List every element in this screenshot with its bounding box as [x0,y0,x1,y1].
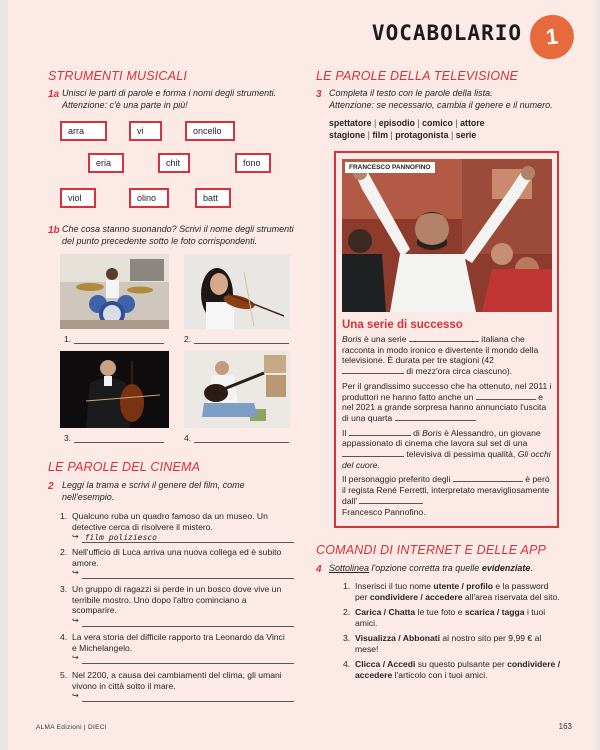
fill-blank[interactable] [453,474,523,482]
syllable-box[interactable]: olino [129,188,169,208]
fill-blank[interactable] [359,496,423,504]
plot-item: 3. Un gruppo di ragazzi si perde in un bosco dove vive un terribile mostro. Uno dopo l'altro cominciano a scomparire. ↪ [60,584,300,630]
command-item: 4. Clicca / Accedi su questo pulsante per condividere / accedere l'articolo con i tuoi amici. [343,659,561,680]
option-choice[interactable]: condividere / accedere [355,659,561,680]
photo-violinist [184,254,290,329]
workbook-page [8,0,596,750]
genre-answer-field[interactable] [72,691,294,702]
photo-credit: FRANCESCO PANNOFINO [345,162,435,173]
article-box [334,151,559,528]
answer-line-4[interactable]: 4. [184,433,289,443]
page-title: VOCABOLARIO [371,21,522,45]
plot-item: 5. Nel 2200, a causa dei cambiamenti del clima, gli umani vivono in città sotto il mare. ↪ [60,670,300,704]
exercise-3-instructions: Completa il testo con le parole della lista. Attenzione: se necessario, cambia il genere e il numero. [329,88,553,110]
exercise-4-instructions: Sottolinea l'opzione corretta tra quelle evidenziate. [329,563,533,573]
genre-answer-field[interactable] [72,568,294,579]
fill-blank[interactable] [342,449,404,457]
article-text [342,334,552,521]
section-title-tv: LE PAROLE DELLA TELEVISIONE [316,69,519,83]
answer-line-1[interactable]: 1. [64,334,164,344]
article-paragraph: Il di Boris è Alessandro, un giovane appassionato di cinema che lavora sul set di una televisiva di pessima qualità, Gli occhi del cuore. [342,427,551,470]
syllable-box[interactable]: batt [195,188,231,208]
command-item: 1. Inserisci il tuo nome utente / profilo e la password per condividere / accedere all'area riservata del sito. [343,581,560,602]
option-choice[interactable]: scarica / tagga [464,607,525,617]
arrow-icon: ↪ [72,653,79,662]
exercise-number-2: 2 [48,481,54,492]
syllable-box[interactable]: arra [60,121,107,141]
fill-blank[interactable] [349,428,411,436]
exercise-number-3: 3 [316,89,322,100]
fill-blank[interactable] [395,413,475,421]
option-choice[interactable]: Carica / Chatta [355,607,416,617]
syllable-box[interactable]: chit [158,153,190,173]
photo-actor-celebrating [342,159,552,312]
exercise-number-1a: 1a [48,89,60,100]
arrow-icon: ↪ [72,616,79,625]
arrow-icon: ↪ [72,691,79,700]
unit-badge: 1 [528,13,576,61]
section-title-musical: STRUMENTI MUSICALI [48,69,188,83]
section-title-cinema: LE PAROLE DEL CINEMA [48,460,201,474]
syllable-box[interactable]: vi [129,121,162,141]
option-choice[interactable]: Visualizza / Abbonati [355,633,440,643]
arrow-icon: ↪ [72,568,79,577]
photo-guitarist [184,351,290,428]
section-title-internet: COMANDI DI INTERNET E DELLE APP [316,543,547,557]
answer-line-2[interactable]: 2. [184,334,289,344]
command-item: 3. Visualizza / Abbonati al nostro sito per 9,99 € al mese! [343,633,542,654]
syllable-box[interactable]: oncello [185,121,235,141]
article-paragraph: Boris è una serie italiana che racconta in modo ironico e divertente il mondo della televisione. È durata per tre stagioni (42 di mezz'ora circa ciascuno). [342,334,539,377]
command-item: 2. Carica / Chatta le tue foto e scarica / tagga i tuoi amici. [343,607,546,628]
syllable-box[interactable]: fono [235,153,271,173]
exercise-1a-instructions: Unisci le parti di parole e forma i nomi degli strumenti. Attenzione: c'è una parte in più! [62,88,277,110]
option-choice[interactable]: condividere / accedere [369,591,463,602]
plot-item: 2. Nell'ufficio di Luca arriva una nuova collega ed è subito amore. ↪ [60,547,300,581]
exercise-number-4: 4 [316,564,322,575]
answer-line-3[interactable]: 3. [64,433,164,443]
fill-blank[interactable] [342,366,404,374]
syllable-box[interactable]: eria [88,153,124,173]
article-paragraph: Per il grandissimo successo che ha ottenuto, nel 2011 i produttori ne hanno fatto anche un e nel 2021 a grande sorpresa hanno annunciato l'uscita di una quarta . [342,380,552,423]
genre-answer-field[interactable] [72,616,294,627]
plot-item: 4. La vera storia del difficile rapporto tra Leonardo da Vinci e Michelangelo. ↪ [60,632,300,666]
fill-blank[interactable] [476,392,536,400]
genre-answer-field[interactable] [72,653,294,664]
page-number: 163 [558,722,572,731]
plot-item: 1. Qualcuno ruba un quadro famoso da un museo. Un detective cerca di risolvere il mistero. ↪ film poliziesco [60,511,300,545]
photo-cellist [60,351,169,428]
vocabulary-banner [371,15,582,61]
article-heading: Una serie di successo [342,319,463,331]
fill-blank[interactable] [409,334,479,342]
syllable-box[interactable]: viol [60,188,96,208]
exercise-number-1b: 1b [48,225,60,236]
word-list: spettatore | episodio | comico | attore stagione | film | protagonista | serie [329,118,485,140]
genre-answer-field[interactable]: ↪ film poliziesco [72,532,294,543]
exercise-2-instructions: Leggi la trama e scrivi il genere del film, come nell'esempio. [62,480,245,502]
arrow-icon: ↪ [72,532,79,541]
option-choice[interactable]: Clicca / Accedi [355,659,416,669]
publisher-footer: ALMA Edizioni | DIECI [36,724,107,731]
photo-drummer [60,254,169,329]
option-choice[interactable]: utente / profilo [433,581,494,591]
exercise-1b-instructions: Che cosa stanno suonando? Scrivi il nome degli strumenti del punto precedente sotto le foto corrispondenti. [62,224,294,246]
article-paragraph: Il personaggio preferito degli è però il regista René Ferretti, interpretato meravigliosamente dall' Francesco Pannofino. [342,474,550,517]
